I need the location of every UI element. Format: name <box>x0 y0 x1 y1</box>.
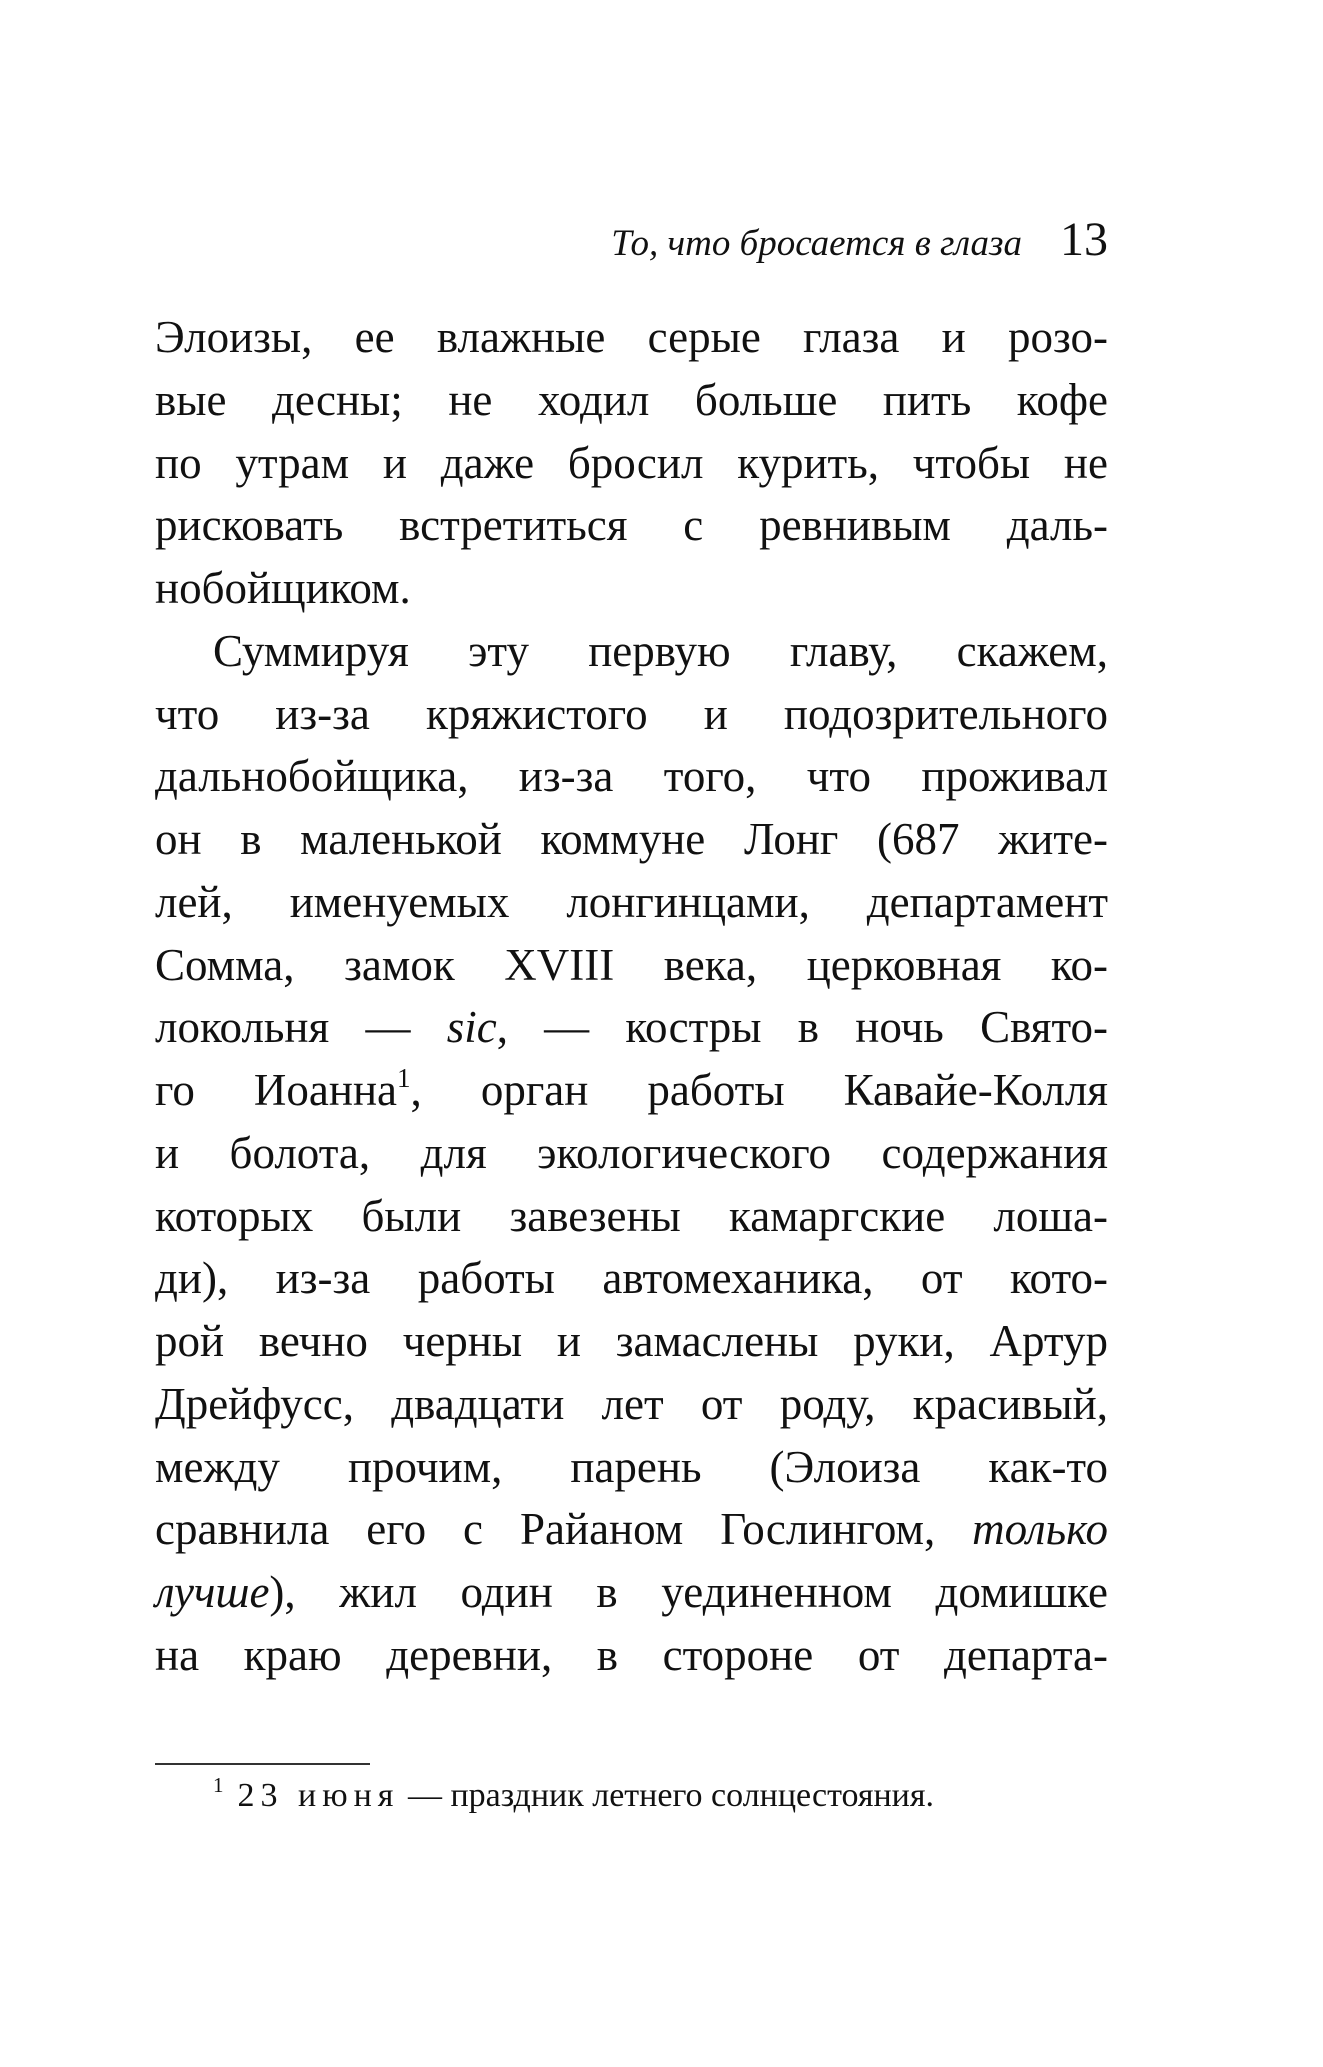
text-line: Дрейфусс, двадцати лет от роду, красивый, <box>155 1378 1108 1429</box>
text-line: рой вечно черны и замаслены руки, Артур <box>155 1316 1108 1366</box>
page-number: 13 <box>1060 213 1108 266</box>
footnote-divider <box>155 1763 370 1765</box>
text-line <box>155 1059 1108 1122</box>
text-line: на краю деревни, в стороне от департа- <box>155 1629 1108 1680</box>
footnote-text: — праздник летнего солнцестояния. <box>399 1777 935 1814</box>
text-line <box>155 1561 1108 1624</box>
text-line: и болота, для экологического содержания <box>155 1127 1108 1178</box>
italic-term: только <box>972 1504 1108 1555</box>
text-line <box>155 1498 1108 1561</box>
text-span: , — костры в ночь Свято- <box>496 1002 1108 1053</box>
paragraph-first-line: Суммируя эту первую главу, скажем, <box>213 625 1108 676</box>
text-span: локольня — <box>155 1002 447 1053</box>
text-line: нобойщиком. <box>155 563 411 613</box>
italic-term: лучше <box>155 1567 270 1617</box>
text-line: между прочим, парень (Элоиза как-то <box>155 1441 1108 1492</box>
text-line: что из-за кряжистого и подозрительного <box>155 688 1108 739</box>
text-span: ), жил один в уединенном домишке <box>269 1567 1108 1617</box>
text-span: сравнила его с Райаном Гослингом, <box>155 1504 973 1555</box>
footnote-mark: 1 <box>213 1773 224 1797</box>
text-span: го Иоанна <box>155 1065 398 1115</box>
text-line: Сомма, замок XVIII века, церковная ко- <box>155 939 1108 990</box>
running-title: То, что бросается в глаза <box>611 223 1022 264</box>
text-line <box>155 996 1108 1059</box>
footnote <box>213 1773 1108 1819</box>
italic-term: sic <box>446 1002 497 1053</box>
text-line: ди), из-за работы автомеханика, от кото- <box>155 1253 1108 1304</box>
text-line: по утрам и даже бросил курить, чтобы не <box>155 437 1108 488</box>
text-line: дальнобойщика, из-за того, что проживал <box>155 751 1108 802</box>
text-line: Элоизы, ее влажные серые глаза и розо- <box>155 312 1108 362</box>
footnote-reference[interactable]: 1 <box>397 1063 411 1093</box>
footnote-date: 23 июня <box>237 1777 400 1814</box>
body-text <box>155 306 1108 1687</box>
text-line: вые десны; не ходил больше пить кофе <box>155 374 1108 425</box>
text-line: рисковать встретиться с ревнивым даль- <box>155 500 1108 551</box>
text-span: , орган работы Кавайе-Колля <box>410 1065 1108 1115</box>
text-line: он в маленькой коммуне Лонг (687 жите- <box>155 814 1108 864</box>
text-line: которых были завезены камаргские лоша- <box>155 1190 1108 1241</box>
running-head <box>155 212 1108 272</box>
text-line: лей, именуемых лонгинцами, департамент <box>155 876 1108 927</box>
